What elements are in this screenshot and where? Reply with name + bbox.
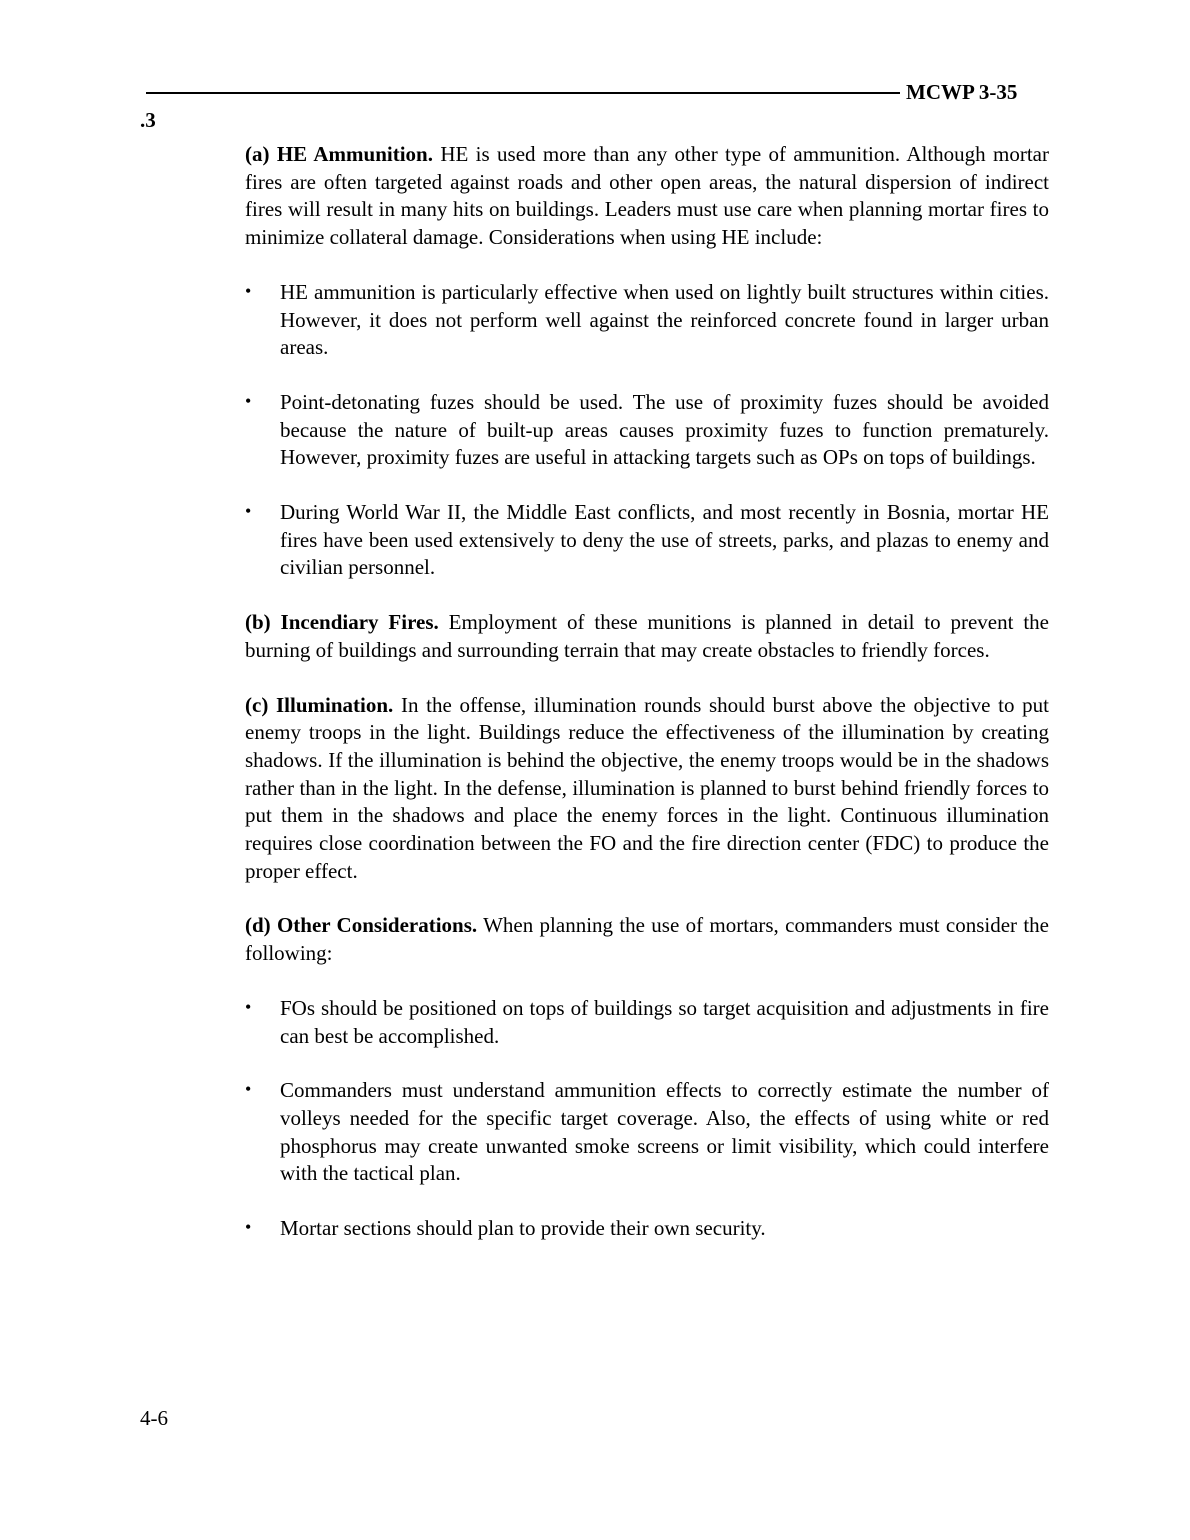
paragraph-other-considerations — [245, 912, 1049, 967]
paragraph-illumination — [245, 692, 1049, 886]
list-item — [245, 1215, 1049, 1243]
paragraph-text: Employment of these munitions is planned in detail to prevent the burning of buildings and surrounding terrain that may create obstacles to friendly forces. — [245, 610, 1049, 662]
list-item — [245, 389, 1049, 472]
paragraph-heading: (c) Illumination. — [245, 692, 394, 717]
list-item — [245, 499, 1049, 582]
bullet-icon: • — [245, 280, 252, 301]
bullet-icon: • — [245, 501, 252, 522]
bullet-icon: • — [245, 1217, 252, 1238]
other-considerations-list — [245, 995, 1049, 1243]
bullet-icon: • — [245, 390, 252, 411]
header-rule — [146, 92, 900, 94]
document-title: MCWP 3-35 — [906, 80, 1018, 104]
paragraph-he-ammunition — [245, 141, 1049, 252]
list-item — [245, 279, 1049, 362]
list-item-text: Point-detonating fuzes should be used. The use of proximity fuzes should be avoided because the nature of built-up areas causes proximity fuzes to function prematurely. However, proximity fuzes are useful in attacking targets such as OPs on tops of buildings. — [280, 389, 1049, 470]
paragraph-text: HE is used more than any other type of ammunition. Although mortar fires are often targeted against roads and other open areas, the natural dispersion of indirect fires will result in many hits on buildings. Leaders must use care when planning mortar fires to minimize collateral damage. Considerations when using HE include: — [245, 142, 1049, 250]
paragraph-heading: (d) Other Considerations. — [245, 913, 478, 938]
bullet-icon: • — [245, 1079, 252, 1100]
list-item — [245, 1077, 1049, 1188]
list-item-text: During World War II, the Middle East conflicts, and most recently in Bosnia, mortar HE fires have been used extensively to deny the use of streets, parks, and plazas to enemy and civilian personnel. — [280, 500, 1049, 580]
page-body — [245, 141, 1049, 1270]
paragraph-heading: (b) Incendiary Fires. — [245, 610, 439, 635]
list-item-text: HE ammunition is particularly effective when used on lightly built structures within cities. However, it does not perform well against the reinforced concrete found in larger urban areas. — [280, 279, 1049, 360]
section-marker: .3 — [140, 108, 156, 132]
bullet-icon: • — [245, 996, 252, 1017]
list-item — [245, 995, 1049, 1050]
list-item-text: FOs should be positioned on tops of buildings so target acquisition and adjustments in fire can best be accomplished. — [280, 995, 1049, 1048]
list-item-text: Mortar sections should plan to provide their own security. — [280, 1216, 766, 1241]
paragraph-incendiary-fires — [245, 609, 1049, 664]
paragraph-text: When planning the use of mortars, commanders must consider the following: — [245, 913, 1049, 966]
list-item-text: Commanders must understand ammunition effects to correctly estimate the number of volleys needed for the specific target coverage. Also, the effects of using white or red phosphorus may create unwanted smoke screens or limit visibility, which could interfere with the tactical plan. — [280, 1078, 1049, 1186]
page-number: 4-6 — [140, 1406, 168, 1430]
he-considerations-list — [245, 279, 1049, 582]
paragraph-text: In the offense, illumination rounds should burst above the objective to put enemy troops in the light. Buildings reduce the effectiveness of the illumination by creating shadows. If the illumination is behind the objective, the enemy troops would be in the shadows rather than in the light. In the defense, illumination is planned to burst behind friendly forces to put them in the shadows and place the enemy forces in the light. Continuous illumination requires close coordination between the FO and the fire direction center (FDC) to produce the proper effect. — [245, 692, 1050, 883]
paragraph-heading: (a) HE Ammunition. — [245, 142, 433, 166]
